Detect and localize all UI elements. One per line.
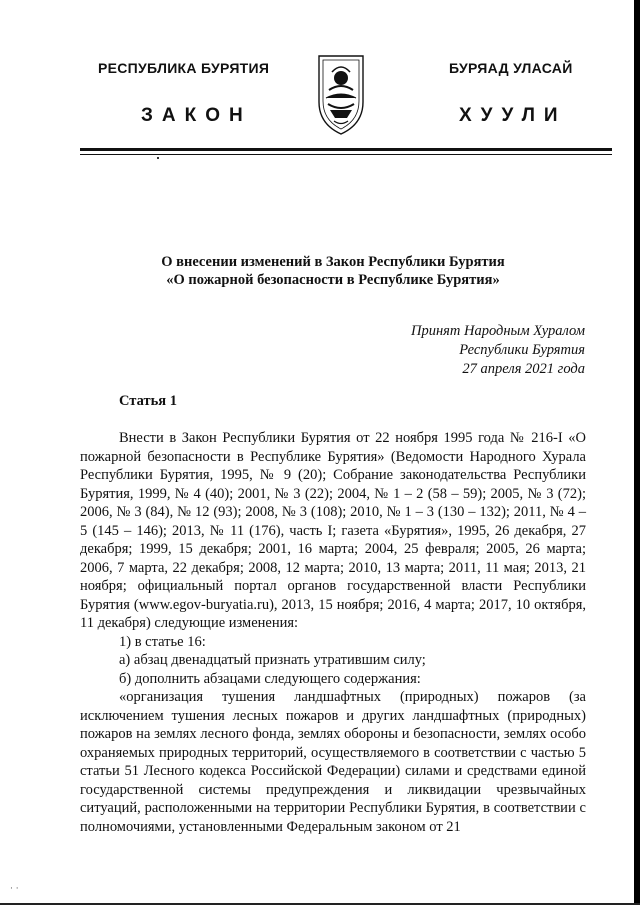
adoption-note [411,322,585,379]
republic-name-russian: РЕСПУБЛИКА БУРЯТИЯ [98,60,270,76]
adoption-line-2: Республики Бурятия [459,342,585,358]
law-title-line-2: «О пожарной безопасности в Республике Бурятия» [166,272,500,288]
article-subitem-a: а) абзац двенадцатый признать утратившим силу; [119,652,426,668]
law-label-russian: ЗАКОН [141,105,252,126]
article-item-1: 1) в статье 16: [119,633,206,650]
law-title [80,253,586,289]
article-subitem-b: б) дополнить абзацами следующего содержания: [119,670,421,687]
republic-name-buryat: БУРЯАД УЛАСАЙ [449,60,573,76]
article-paragraph-main: Внести в Закон Республики Бурятия от 22 ноября 1995 года № 216-I «О пожарной безопасности в Республике Бурятия» (Ведомости Народного Хурала Республики Бурятия, 1995, № 9 (20); Собрание законодательства Республики Бурятия, 1999, № 4 (40); 2001, № 3 (22); 2004, № 1 – 2 (58 – 59); 2005, № 3 (72); 2006, № 3 (84), № 12 (93); 2008, № 3 (108); 2010, № 1 – 3 (130 – 132); 2011, № 4 – 5 (145 – 146); 2013, № 11 (176), часть I; газета «Бурятия», 1995, 26 декабря, 27 декабря; 1999, 15 декабря; 2001, 16 марта; 2004, 25 февраля; 2005, 26 марта; 2006, 7 марта, 22 декабря; 2008, 12 марта; 2010, 13 марта; 2011, 11 мая; 2013, 21 ноября; официальный портал органов государственной власти Республики Бурятия (www.egov-buryatia.ru), 2013, 15 ноября; 2016, 4 марта; 2017, 10 октября, 11 декабря) следующие изменения: [80,430,586,631]
article-body [80,429,586,836]
header-divider-thick [80,148,612,151]
scan-speck [157,157,159,159]
law-title-line-1: О внесении изменений в Закон Республики Бурятия [161,254,505,270]
law-label-buryat: ХУУЛИ [459,105,567,126]
adoption-line-1: Принят Народным Хуралом [410,323,585,339]
scan-artifact: · · [10,884,19,894]
article-heading: Статья 1 [119,393,177,409]
article-quoted-text: «организация тушения ландшафтных (природных) пожаров (за исключением тушения лесных пожаров и других ландшафтных (природных) пожаров на землях лесного фонда, землях обороны и безопасности, землях особо охраняемых природных территорий, осуществляемого в соответствии с частью 5 статьи 51 Лесного кодекса Российской Федерации) силами и средствами единой государственной системы предупреждения и ликвидации чрезвычайных ситуаций, расположенными на территории Республики Бурятия, в соответствии с полномочиями, установленными Федеральным законом от 21 [80,689,586,835]
adoption-date: 27 апреля 2021 года [462,361,585,377]
coat-of-arms-emblem [316,52,366,136]
scan-right-edge [634,0,640,905]
header-divider-thin [80,154,612,155]
